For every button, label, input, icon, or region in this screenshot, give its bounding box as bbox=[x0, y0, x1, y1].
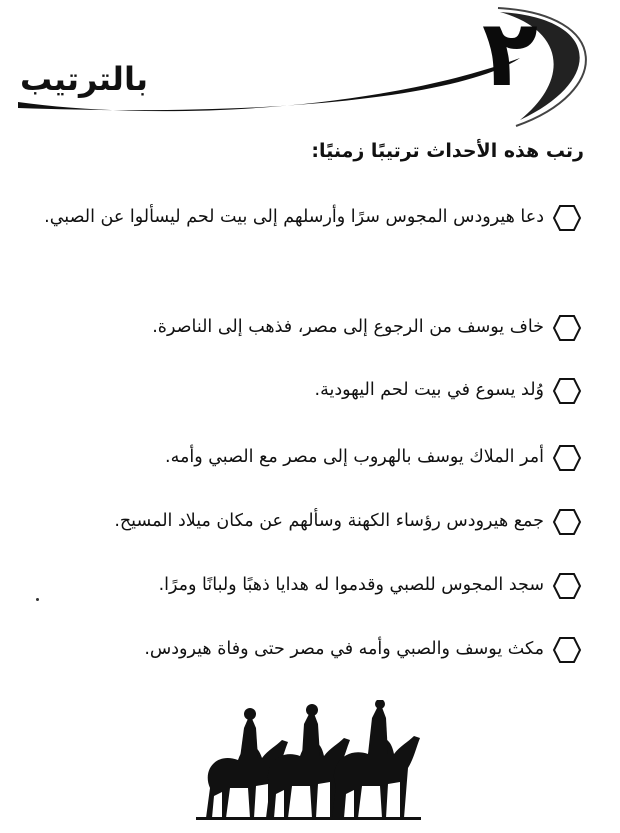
list-item bbox=[144, 632, 582, 666]
stray-mark bbox=[36, 598, 39, 601]
hexagon-checkbox-icon[interactable] bbox=[552, 443, 582, 473]
list-item bbox=[315, 373, 583, 407]
three-camels-with-riders-icon bbox=[196, 700, 426, 825]
section-number: ٢ bbox=[481, 0, 539, 107]
list-item-text: وُلد يسوع في بيت لحم اليهودية. bbox=[314, 380, 544, 400]
hexagon-checkbox-icon[interactable] bbox=[552, 635, 582, 665]
list-item-text: أمر الملاك يوسف بالهروب إلى مصر مع الصبي وأمه. bbox=[165, 447, 544, 467]
instruction-text: رتب هذه الأحداث ترتيبًا زمنيًا: bbox=[311, 140, 584, 162]
list-item bbox=[165, 440, 582, 474]
list-item bbox=[114, 504, 582, 538]
hexagon-checkbox-icon[interactable] bbox=[552, 203, 582, 233]
hexagon-checkbox-icon[interactable] bbox=[552, 376, 582, 406]
list-item bbox=[152, 310, 582, 344]
hexagon-checkbox-icon[interactable] bbox=[552, 507, 582, 537]
list-item-text: سجد المجوس للصبي وقدموا له هدايا ذهبًا ولبانًا ومرًا. bbox=[158, 575, 544, 595]
list-item-text: دعا هيرودس المجوس سرًا وأرسلهم إلى بيت لحم ليسألوا عن الصبي. bbox=[44, 207, 544, 227]
section-title: بالترتيب bbox=[20, 60, 148, 98]
list-item bbox=[38, 200, 582, 234]
list-item-text: خاف يوسف من الرجوع إلى مصر، فذهب إلى الناصرة. bbox=[152, 317, 544, 337]
hexagon-checkbox-icon[interactable] bbox=[552, 571, 582, 601]
list-item-text: مكث يوسف والصبي وأمه في مصر حتى وفاة هيرودس. bbox=[144, 639, 544, 659]
section-header bbox=[0, 0, 620, 140]
hexagon-checkbox-icon[interactable] bbox=[552, 313, 582, 343]
list-item-text: جمع هيرودس رؤساء الكهنة وسألهم عن مكان ميلاد المسيح. bbox=[114, 511, 544, 531]
list-item bbox=[159, 568, 582, 602]
